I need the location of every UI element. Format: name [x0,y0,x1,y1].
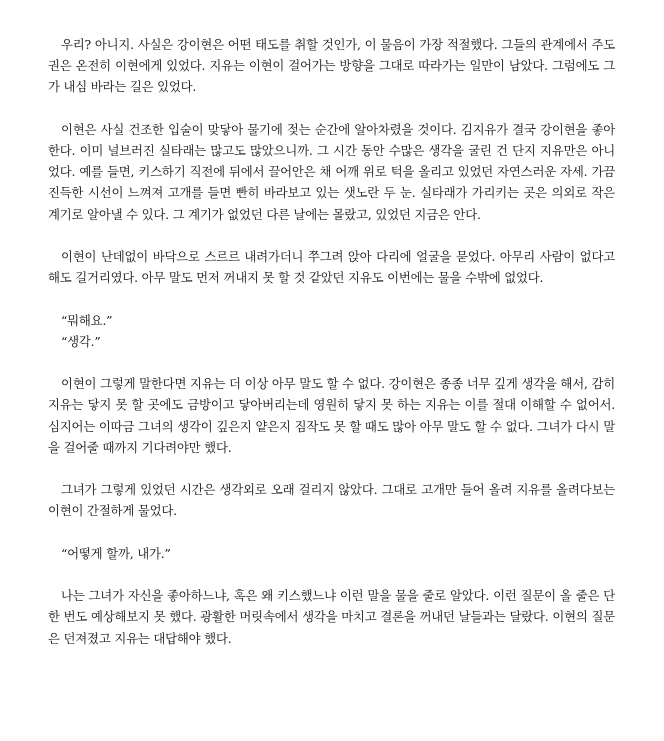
paragraph: 이현이 그렇게 말한다면 지유는 더 이상 아무 말도 할 수 없다. 강이현은 종종 너무 깊게 생각을 해서, 감히 지유는 닿지 못 할 곳에도 금방이고 닿아버리는데 영원히 닿지 못 하는 지유는 이를 절대 이해할 수 없어서. 심지어는 이따금 그녀의 생각이 깊은지 얕은지 짐작도 못 할 때도 많아 아무 말도 할 수 없다. 그녀가 다시 말을 걸어줄 때까지 기다려야만 했다. [48,376,615,455]
dialogue-line: “어떻게 할까, 내가.” [61,545,171,561]
dialogue-line: “생각.” [61,333,101,349]
paragraph: 그녀가 그렇게 있었던 시간은 생각외로 오래 걸리지 않았다. 그대로 고개만 들어 올려 지유를 올려다보는 이현이 간절하게 물었다. [48,482,615,519]
paragraph: 나는 그녀가 자신을 좋아하느냐, 혹은 왜 키스했느냐 이런 말을 물을 줄로 알았다. 이런 질문이 올 줄은 단 한 번도 예상해보지 못 했다. 광활한 머릿속에서 생각을 마치고 결론을 꺼내던 날들과는 달랐다. 이현의 질문은 던져졌고 지유는 대답해야 했다. [48,588,615,646]
paragraph: 우리? 아니지. 사실은 강이현은 어떤 태도를 취할 것인가, 이 물음이 가장 적절했다. 그들의 관계에서 주도권은 온전히 이현에게 있었다. 지유는 이현이 걸어가는 방향을 그대로 따라가는 일만이 남았다. 그럼에도 그가 내심 바라는 길은 있었다. [48,37,615,95]
paragraph: 이현이 난데없이 바닥으로 스르르 내려가더니 쭈그려 앉아 다리에 얼굴을 묻었다. 아무리 사람이 없다고 해도 길거리였다. 아무 말도 먼저 꺼내지 못 할 것 같았던 지유도 이번에는 물을 수밖에 없었다. [48,249,615,286]
paragraph: 이현은 사실 건조한 입술이 맞닿아 물기에 젖는 순간에 알아차렸을 것이다. 김지유가 결국 강이현을 좋아한다. 이미 널브러진 실타래는 많고도 많았으니까. 그 시간 동안 수많은 생각을 굴린 건 단지 지유만은 아니었다. 예를 들면, 키스하기 직전에 뒤에서 끌어안은 채 어깨 위로 턱을 올리고 있었던 자연스러운 자세. 가끔 진득한 시선이 느껴져 고개를 들면 빤히 바라보고 있는 샛노란 두 눈. 실타래가 가리키는 곳은 의외로 작은 계기로 알아낼 수 있다. 그 계기가 없었던 다른 날에는 몰랐고, 있었던 지금은 안다. [48,121,615,222]
document-page [48,34,615,670]
dialogue-line: “뭐해요.” [61,312,113,328]
